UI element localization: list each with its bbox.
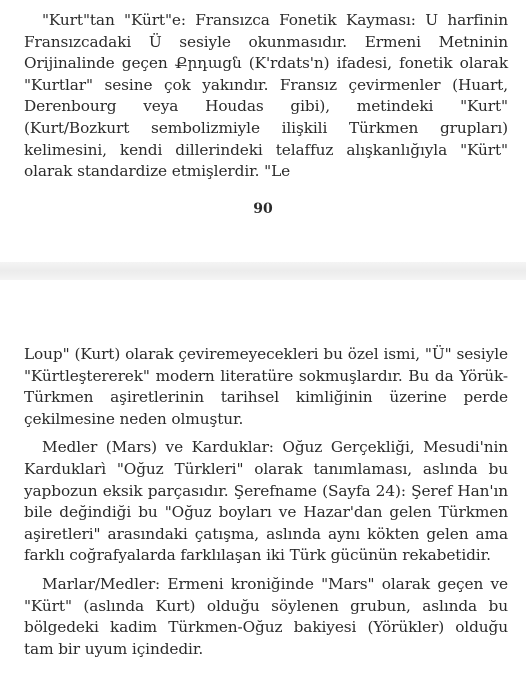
text-block-top — [24, 10, 508, 183]
text-block-bottom — [24, 344, 508, 660]
page-number: 90 — [253, 201, 273, 217]
page-divider — [0, 262, 526, 280]
paragraph-kurt-kurt: "Kurt"tan "Kürt"e: Fransızca Fonetik Kayması: U harfinin Fransızcadaki Ü sesiyle okunmasıdır. Ermeni Metninin Orijinalinde geçen Քրդացն (K'rdats'n) ifadesi, fonetik olarak "Kurtlar" sesine çok yakındır. Fransız çevirmenler (Huart, Derenbourg veya Houdas gibi), metindeki "Kurt" (Kurt/Bozkurt sembolizmiyle ilişkili Türkmen grupları) kelimesini, kendi dillerindeki telaffuz alışkanlığıyla "Kürt" olarak standardize etmişlerdir. "Le — [24, 11, 508, 181]
paragraph-medler-karduklar: Medler (Mars) ve Karduklar: Oğuz Gerçekliği, Mesudi'nin Karduklarì "Oğuz Türkleri" olarak tanımlaması, aslında bu yapbozun eksik parçasıdır. Şerefname (Sayfa 24): Şeref Han'ın bile değindiği bu "Oğuz boyları ve Hazar'dan gelen Türkmen aşiretleri" arasındaki çatışma, aslında aynı kökten gelen ama farklı coğrafyalarda farklılaşan iki Türk gücünün rekabetidir. — [24, 438, 508, 565]
paragraph-marlar-medler: Marlar/Medler: Ermeni kroniğinde "Mars" olarak geçen ve "Kürt" (aslında Kurt) olduğu söylenen grubun, aslında bu bölgedeki kadim Türkmen-Oğuz bakiyesi (Yörükler) olduğu tam bir uyum içindedir. — [24, 574, 508, 658]
paragraph-continuation: Loup" (Kurt) olarak çeviremeyecekleri bu özel ismi, "Ü" sesiyle "Kürtleştererek" modern literatüre sokmuşlardır. Bu da Yörük-Türkmen aşiretlerinin tarihsel kimliğinin üzerine perde çekilmesine neden olmuştur. — [24, 345, 508, 428]
page-top — [0, 0, 526, 262]
